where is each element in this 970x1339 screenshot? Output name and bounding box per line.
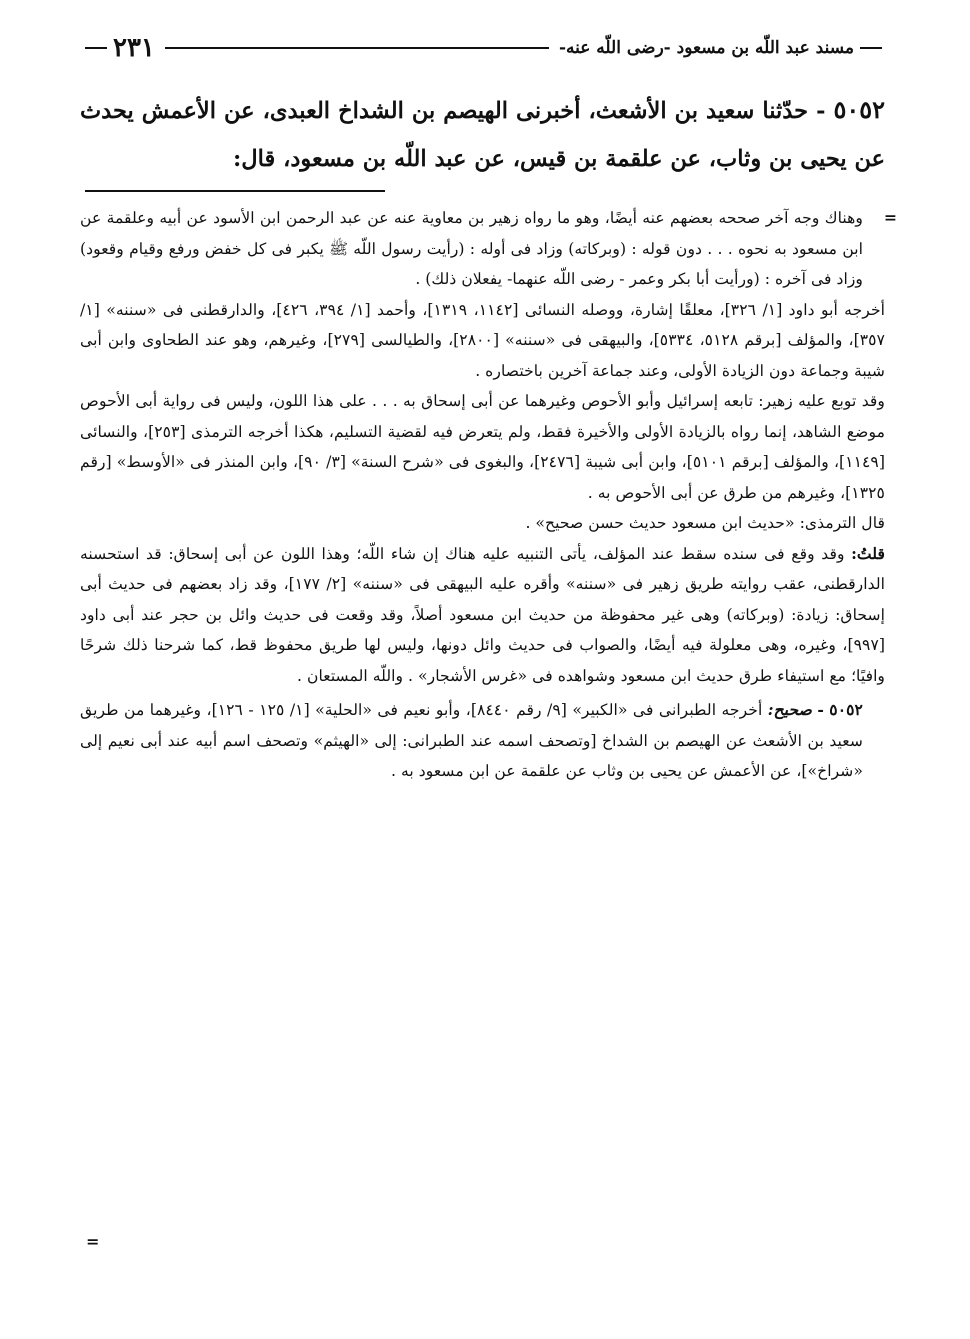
footnote-hadith-number: ٥٠٥٢ (829, 700, 863, 719)
header-dash-left (85, 47, 107, 49)
footnote-paragraph: وقد توبع عليه زهير: تابعه إسرائيل وأبو الأحوص وغيرهما عن أبى إسحاق به . . . على هذا اللون، وليس فى رواية أبى الأحوص موضع الشاهد، إنما رواه بالزيادة الأولى والأخيرة فقط، ولم يتعرض فيه لقضية التسليم، هكذا أخرجه الترمذى [٢٥٣]، والنسائى [١١٤٩]، والمؤلف [برقم ٥١٠١]، وابن أبى شيبة [٢٤٧٦]، والبغوى فى «شرح السنة» [٣/ ٩٠]، وابن المنذر فى «الأوسط» [رقم ١٣٢٥]، وغيرهم من طرق عن أبى الأحوص به . (80, 391, 886, 502)
footnote-paragraph: وقد وقع فى سنده سقط عند المؤلف، يأتى التنبيه عليه هناك إن شاء اللّه؛ وهذا اللون عن أبى إسحاق: قد استحسنه الدارقطنى، عقب روايته طريق زهير فى «سننه» وأقره عليه البيهقى فى «سننه» [٢/ ١٧٧]، وقد زاد بعضهم فى حديث أبى إسحاق: زيادة: (وبركاته) وهى غير محفوظة من حديث ابن مسعود أصلاً، وقد وقعت فى حديث وائل بن حجر عند أبى داود [٩٩٧]، وغيره، وهى معلولة فيه أيضًا، والصواب فى حديث وائل دونها، وليس لها طريق محفوظ قط، كما شرحنا ذلك شرحًا وافيًا؛ مع استيفاء طرق حديث ابن مسعود وشواهده فى «غرس الأشجار» . واللّه المستعان . (80, 543, 885, 685)
page-number: ٢٣١ (113, 33, 155, 63)
continuation-end-mark: = (86, 1232, 100, 1251)
footnote-continuation (80, 203, 897, 295)
footnote-paragraph: قال الترمذى: «حديث ابن مسعود حديث حسن صحيح» . (525, 513, 885, 532)
hadith-number-dash: - (816, 98, 826, 124)
footnote-paragraph: أخرجه أبو داود [١/ ٣٢٦]، معلقًا إشارة، ووصله النسائى [١١٤٢، ١٣١٩]، وأحمد [١/ ٣٩٤، ٤٢٦]، والدارقطنى فى «سننه» [١/ ٣٥٧]، والمؤلف [برقم ٥١٢٨، ٥٣٣٤]، والبيهقى فى «سننه» [٢٨٠٠]، والطيالسى [٢٧٩]، وغيرهم، وهو عند الطحاوى وابن أبى شيبة وجماعة دون الزيادة الأولى، وعند جماعة آخرين باختصاره . (80, 299, 886, 380)
running-header (85, 30, 882, 66)
header-title: مسند عبد اللّه بن مسعود -رضى اللّه عنه- (558, 38, 854, 58)
footnote-paragraph-tirmidhi (80, 508, 885, 539)
footnote-paragraph: وهناك وجه آخر صححه بعضهم عنه أيضًا، وهو ما رواه زهير بن معاوية عنه عن عبد الرحمن ابن الأسود عن أبيه وعلقمة عن ابن مسعود به نحوه . . . دون قوله : (وبركاته) وزاد فى أوله : (رأيت رسول اللّه ﷺ يكبر فى كل خفض ورفع وقيام وقعود) وزاد فى آخره : (ورأيت أبا بكر وعمر - رضى اللّه عنهما- يفعلان ذلك) . (80, 208, 864, 288)
footnote-main-hadith: ٥٠٥٢ - صحيح: أخرجه الطبرانى فى «الكبير» [٩/ رقم ٨٤٤٠]، وأبو نعيم فى «الحلية» [١/ ١٢٥ - ١٢٦]، وغيرهما من طريق سعيد بن الأشعث عن الهيصم بن الشداخ [وتصحف اسمه عند الطبرانى: إلى «الهيثم» وتصحف اسم أبيه عند أبى نعيم إلى «شراخ»]، عن الأعمش عن يحيى بن وثاب عن علقمة عن ابن مسعود به . (80, 700, 863, 780)
footnote-paragraph: أخرجه الطبرانى فى «الكبير» [٩/ رقم ٨٤٤٠]، وأبو نعيم فى «الحلية» [١/ ١٢٥ - ١٢٦]، وغيرهما من طريق سعيد بن الأشعث عن الهيصم بن الشداخ [وتصحف اسمه عند الطبرانى: إلى «الهيثم» وتصحف اسم أبيه عند أبى نعيم إلى «شراخ»]، عن الأعمش عن يحيى بن وثاب عن علقمة عن ابن مسعود به . (80, 700, 863, 780)
footnote-paragraph-takhrij (80, 295, 885, 387)
footnote-separator (85, 190, 385, 192)
footnote-paragraph-mutabaat (80, 386, 885, 508)
header-dash-right (860, 47, 882, 49)
main-hadith (80, 86, 885, 183)
footnote-grade: صحيح: (767, 700, 812, 719)
continuation-mark: = (883, 208, 897, 227)
qult-lead: قلتُ: (851, 543, 885, 563)
footnote-paragraph-qult (80, 539, 885, 692)
header-rule (165, 47, 549, 49)
hadith-number: ٥٠٥٢ (833, 95, 885, 124)
hadith-text: حدّثنا سعيد بن الأشعث، أخبرنى الهيصم بن الشداخ العبدى، عن الأعمش يحدث عن يحيى بن وثاب، عن علقمة بن قيس، عن عبد اللّه بن مسعود، قال: (80, 98, 885, 172)
footnotes (80, 203, 897, 787)
